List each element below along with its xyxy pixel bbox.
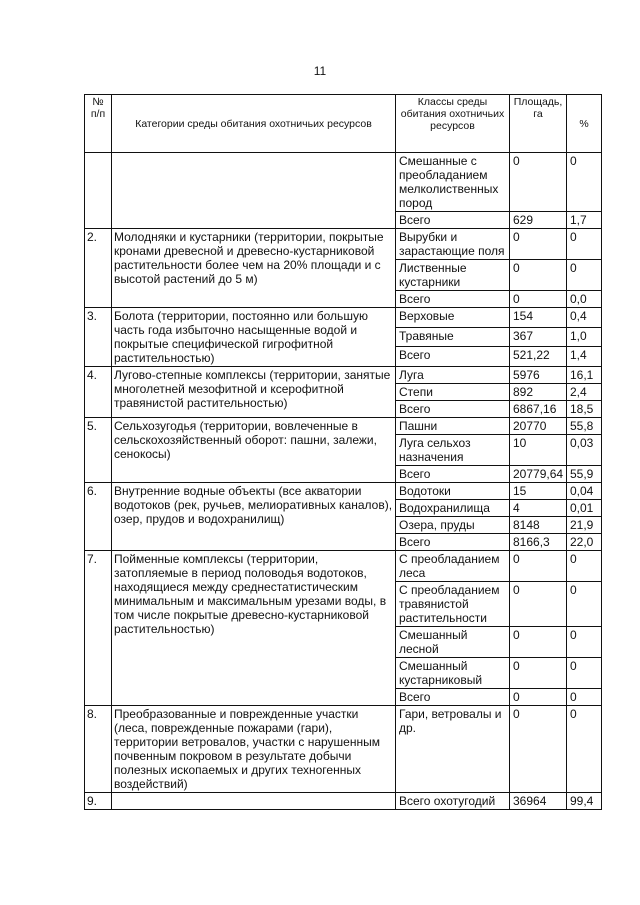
percent-value: 0 [567, 582, 602, 627]
habitat-class: Всего [396, 401, 510, 418]
row-number: 9. [85, 793, 112, 810]
area-value: 0 [510, 153, 567, 212]
page-number: 11 [313, 64, 327, 78]
percent-value: 55,9 [567, 466, 602, 483]
area-value: 0 [510, 706, 567, 793]
percent-value: 0,4 [567, 308, 602, 328]
row-number: 5. [85, 418, 112, 483]
percent-value: 18,5 [567, 401, 602, 418]
percent-value: 22,0 [567, 534, 602, 551]
habitat-class: Всего [396, 347, 510, 367]
habitat-class: Всего охотугодий [396, 793, 510, 810]
habitat-category: Внутренние водные объекты (все акватории водотоков (рек, ручьев, мелиоративных каналов), озер, прудов и водохранилищ) [112, 483, 396, 551]
habitat-class: Всего [396, 689, 510, 706]
habitat-class: Луга сельхоз назначения [396, 435, 510, 466]
habitat-class: С преобладанием леса [396, 551, 510, 582]
area-value: 20770 [510, 418, 567, 435]
percent-value: 0,01 [567, 500, 602, 517]
percent-value: 0,0 [567, 291, 602, 308]
table-body [85, 153, 602, 810]
area-value: 8166,3 [510, 534, 567, 551]
area-value: 0 [510, 551, 567, 582]
habitat-class: Водохранилища [396, 500, 510, 517]
table-row [85, 308, 602, 328]
area-value: 8148 [510, 517, 567, 534]
habitat-class: Озера, пруды [396, 517, 510, 534]
table-row [85, 483, 602, 500]
habitat-class: С преобладанием травянистой растительности [396, 582, 510, 627]
percent-value: 2,4 [567, 384, 602, 401]
habitat-category: Молодняки и кустарники (территории, покрытые кронами древесной и древесно-кустарниковой растительности более чем на 20% площади и с высотой растений до 5 м) [112, 229, 396, 308]
habitat-class: Вырубки и зарастающие поля [396, 229, 510, 260]
percent-value: 0 [567, 627, 602, 658]
percent-value: 21,9 [567, 517, 602, 534]
percent-value: 0,03 [567, 435, 602, 466]
habitat-class: Водотоки [396, 483, 510, 500]
area-value: 4 [510, 500, 567, 517]
table-row [85, 551, 602, 582]
percent-value: 0 [567, 689, 602, 706]
area-value: 0 [510, 229, 567, 260]
habitat-class: Смешанный кустарниковый [396, 658, 510, 689]
area-value: 10 [510, 435, 567, 466]
header-class: Классы среды обитания охотничьих ресурсов [396, 95, 510, 153]
area-value: 0 [510, 291, 567, 308]
habitat-class: Всего [396, 466, 510, 483]
area-value: 892 [510, 384, 567, 401]
percent-value: 0,04 [567, 483, 602, 500]
table-row [85, 367, 602, 384]
header-category: Категории среды обитания охотничьих ресурсов [112, 95, 396, 153]
header-percent: % [567, 95, 602, 153]
habitat-class: Смешанный лесной [396, 627, 510, 658]
habitat-class: Лиственные кустарники [396, 260, 510, 291]
table-header-row [85, 95, 602, 153]
habitat-table [84, 94, 602, 810]
area-value: 0 [510, 260, 567, 291]
row-number: 8. [85, 706, 112, 793]
table-row [85, 793, 602, 810]
percent-value: 1,7 [567, 212, 602, 229]
area-value: 367 [510, 327, 567, 347]
habitat-category: Пойменные комплексы (территории, затопляемые в период половодья водотоков, находящиеся между среднестатистическим минимальным и максимальным урезами воды, в том числе покрытые древесно-кустарниковой растительностью) [112, 551, 396, 706]
percent-value: 55,8 [567, 418, 602, 435]
area-value: 36964 [510, 793, 567, 810]
habitat-class: Всего [396, 534, 510, 551]
habitat-class: Гари, ветровалы и др. [396, 706, 510, 793]
habitat-class: Луга [396, 367, 510, 384]
area-value: 0 [510, 582, 567, 627]
habitat-class: Смешанные с преобладанием мелколиственных пород [396, 153, 510, 212]
percent-value: 0 [567, 706, 602, 793]
area-value: 0 [510, 627, 567, 658]
header-area: Площадь, га [510, 95, 567, 153]
row-number: 6. [85, 483, 112, 551]
habitat-class: Верховые [396, 308, 510, 328]
habitat-category [112, 793, 396, 810]
percent-value: 99,4 [567, 793, 602, 810]
area-value: 6867,16 [510, 401, 567, 418]
percent-value: 0 [567, 658, 602, 689]
row-number: 3. [85, 308, 112, 367]
area-value: 0 [510, 689, 567, 706]
habitat-category: Преобразованные и поврежденные участки (леса, поврежденные пожарами (гари), территории ветровалов, участки с нарушенным почвенным покровом в результате добычи полезных ископаемых и других техногенных воздействий) [112, 706, 396, 793]
habitat-category [112, 153, 396, 229]
percent-value: 0 [567, 153, 602, 212]
percent-value: 16,1 [567, 367, 602, 384]
percent-value: 1,0 [567, 327, 602, 347]
table-row [85, 418, 602, 435]
habitat-class: Всего [396, 291, 510, 308]
area-value: 629 [510, 212, 567, 229]
area-value: 20779,64 [510, 466, 567, 483]
habitat-class: Степи [396, 384, 510, 401]
row-number: 7. [85, 551, 112, 706]
area-value: 0 [510, 658, 567, 689]
table-row [85, 153, 602, 212]
habitat-class: Травяные [396, 327, 510, 347]
table-row [85, 706, 602, 793]
row-number: 2. [85, 229, 112, 308]
row-number: 4. [85, 367, 112, 418]
habitat-class: Всего [396, 212, 510, 229]
percent-value: 0 [567, 229, 602, 260]
habitat-class: Пашни [396, 418, 510, 435]
area-value: 521,22 [510, 347, 567, 367]
area-value: 15 [510, 483, 567, 500]
habitat-category: Сельхозугодья (территории, вовлеченные в сельскохозяйственный оборот: пашни, залежи, сенокосы) [112, 418, 396, 483]
percent-value: 0 [567, 551, 602, 582]
percent-value: 0 [567, 260, 602, 291]
habitat-category: Болота (территории, постоянно или большую часть года избыточно насыщенные водой и покрытые специфической гигрофитной растительностью) [112, 308, 396, 367]
percent-value: 1,4 [567, 347, 602, 367]
header-num: № п/п [85, 95, 112, 153]
table-row [85, 229, 602, 260]
area-value: 5976 [510, 367, 567, 384]
habitat-category: Лугово-степные комплексы (территории, занятые многолетней мезофитной и ксерофитной травянистой растительностью) [112, 367, 396, 418]
area-value: 154 [510, 308, 567, 328]
row-number [85, 153, 112, 229]
